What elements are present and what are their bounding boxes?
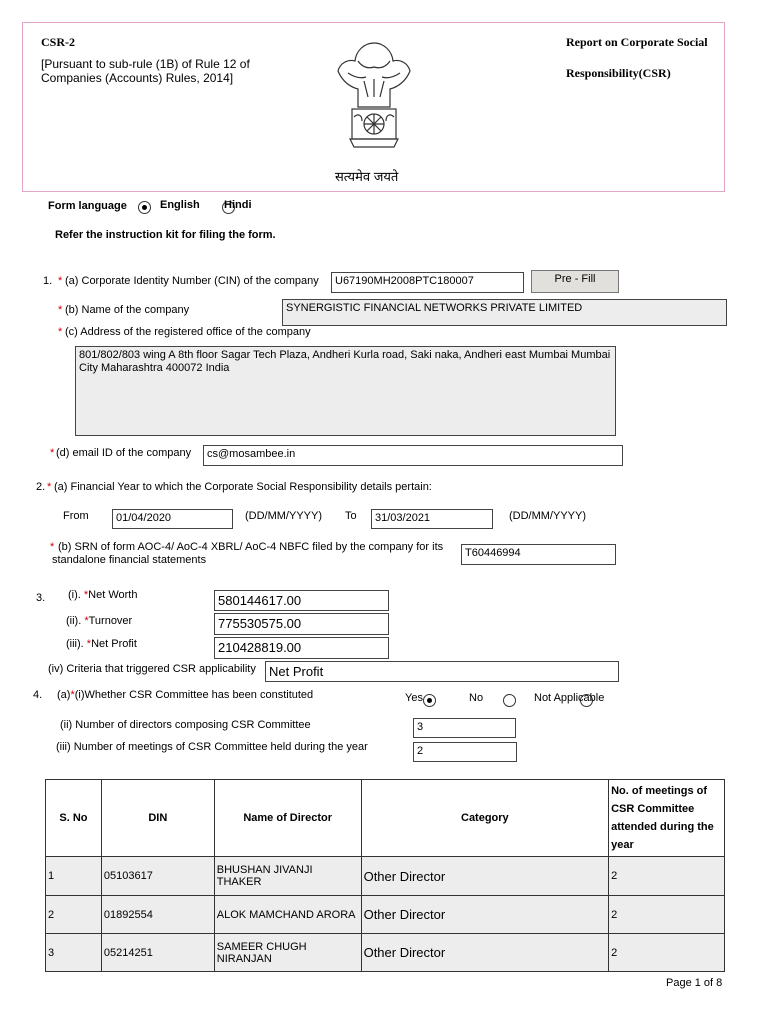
form-code: CSR-2 — [41, 35, 76, 49]
turnover-input[interactable]: 775530575.00 — [214, 613, 389, 635]
email-label: (d) email ID of the company — [56, 447, 192, 459]
required-mark: * — [58, 275, 63, 287]
email-input[interactable]: cs@mosambee.in — [203, 445, 623, 466]
no-label: No — [469, 692, 484, 704]
form-language-label: Form language — [48, 200, 127, 212]
srn-input[interactable]: T60446994 — [461, 544, 616, 565]
yes-radio[interactable] — [423, 694, 436, 707]
cell-category[interactable]: Other Director — [361, 934, 609, 972]
required-mark: * — [58, 326, 63, 338]
required-mark: * — [50, 541, 55, 553]
cin-label: (a) Corporate Identity Number (CIN) of the company — [65, 275, 319, 287]
meetings-count-input[interactable]: 2 — [413, 742, 517, 762]
col-din: DIN — [101, 780, 214, 857]
page-number: Page 1 of 8 — [666, 977, 723, 989]
required-mark: * — [50, 447, 55, 459]
net-worth-input[interactable]: 580144617.00 — [214, 590, 389, 611]
company-name-label: (b) Name of the company — [65, 304, 190, 316]
company-name-input[interactable]: SYNERGISTIC FINANCIAL NETWORKS PRIVATE LIMITED — [282, 299, 727, 326]
turnover-label: (ii). *Turnover — [66, 615, 133, 627]
required-mark: * — [58, 304, 63, 316]
to-label: To — [345, 510, 357, 522]
date-format-hint: (DD/MM/YYYY) — [509, 510, 586, 522]
q1-number: 1. — [43, 275, 53, 287]
form-title-line2: Responsibility(CSR) — [566, 66, 671, 80]
cell-meetings[interactable]: 2 — [609, 934, 725, 972]
cell-director-name[interactable]: SAMEER CHUGH NIRANJAN — [214, 934, 361, 972]
meetings-count-label: (iii) Number of meetings of CSR Committee held during the year — [56, 741, 368, 753]
address-label: (c) Address of the registered office of the company — [65, 326, 311, 338]
cell-meetings[interactable]: 2 — [609, 896, 725, 934]
address-input[interactable]: 801/802/803 wing A 8th floor Sagar Tech Plaza, Andheri Kurla road, Saki naka, Andheri east Mumbai Mumbai City Maharashtra 400072 India — [75, 346, 616, 436]
english-label: English — [160, 199, 200, 211]
q3-number: 3. — [36, 592, 46, 604]
table-row — [46, 934, 725, 972]
table-row — [46, 857, 725, 896]
table-row — [46, 896, 725, 934]
form-header — [22, 22, 725, 192]
financial-year-label: (a) Financial Year to which the Corporate Social Responsibility details pertain: — [54, 481, 432, 493]
net-profit-input[interactable]: 210428819.00 — [214, 637, 389, 659]
cell-director-name[interactable]: ALOK MAMCHAND ARORA — [214, 896, 361, 934]
prefill-button[interactable]: Pre - Fill — [531, 270, 619, 293]
directors-table — [45, 779, 725, 972]
criteria-label: (iv) Criteria that triggered CSR applicability — [48, 663, 256, 675]
directors-count-input[interactable]: 3 — [413, 718, 516, 738]
q2-number: 2. — [36, 481, 46, 493]
national-emblem-icon — [328, 37, 420, 165]
cell-meetings[interactable]: 2 — [609, 857, 725, 896]
cell-sno[interactable]: 2 — [46, 896, 102, 934]
committee-label: (a)*(i)Whether CSR Committee has been constituted — [57, 689, 314, 701]
english-radio[interactable] — [138, 201, 151, 214]
q4-number: 4. — [33, 689, 43, 701]
cell-din[interactable]: 01892554 — [101, 896, 214, 934]
cin-input[interactable]: U67190MH2008PTC180007 — [331, 272, 524, 293]
required-mark: * — [47, 481, 52, 493]
cell-category[interactable]: Other Director — [361, 857, 609, 896]
directors-count-label: (ii) Number of directors composing CSR Committee — [60, 719, 311, 731]
emblem-motto: सत्यमेव जयते — [335, 169, 399, 184]
from-date-input[interactable]: 01/04/2020 — [112, 509, 233, 529]
cell-sno[interactable]: 1 — [46, 857, 102, 896]
cell-sno[interactable]: 3 — [46, 934, 102, 972]
rule-reference: [Pursuant to sub-rule (1B) of Rule 12 of Companies (Accounts) Rules, 2014] — [41, 57, 250, 85]
instruction-text: Refer the instruction kit for filing the form. — [55, 229, 276, 241]
form-title-line1: Report on Corporate Social — [566, 35, 708, 49]
net-worth-label: (i). *Net Worth — [68, 589, 138, 601]
col-meetings-attended: No. of meetings of CSR Committee attended during the year — [609, 780, 725, 857]
col-sno: S. No — [46, 780, 102, 857]
table-header-row — [46, 780, 725, 857]
col-category: Category — [361, 780, 609, 857]
hindi-label: Hindi — [224, 199, 252, 211]
from-label: From — [63, 510, 89, 522]
to-date-input[interactable]: 31/03/2021 — [371, 509, 493, 529]
not-applicable-label: Not Applicable — [534, 692, 605, 704]
net-profit-label: (iii). *Net Profit — [66, 638, 137, 650]
yes-label: Yes — [405, 692, 423, 704]
cell-category[interactable]: Other Director — [361, 896, 609, 934]
cell-din[interactable]: 05103617 — [101, 857, 214, 896]
date-format-hint: (DD/MM/YYYY) — [245, 510, 322, 522]
srn-label: (b) SRN of form AOC-4/ AoC-4 XBRL/ AoC-4 NBFC filed by the company for its standalone financial statements — [52, 541, 444, 566]
cell-director-name[interactable]: BHUSHAN JIVANJI THAKER — [214, 857, 361, 896]
no-radio[interactable] — [503, 694, 516, 707]
col-director-name: Name of Director — [214, 780, 361, 857]
criteria-input[interactable]: Net Profit — [265, 661, 619, 682]
cell-din[interactable]: 05214251 — [101, 934, 214, 972]
